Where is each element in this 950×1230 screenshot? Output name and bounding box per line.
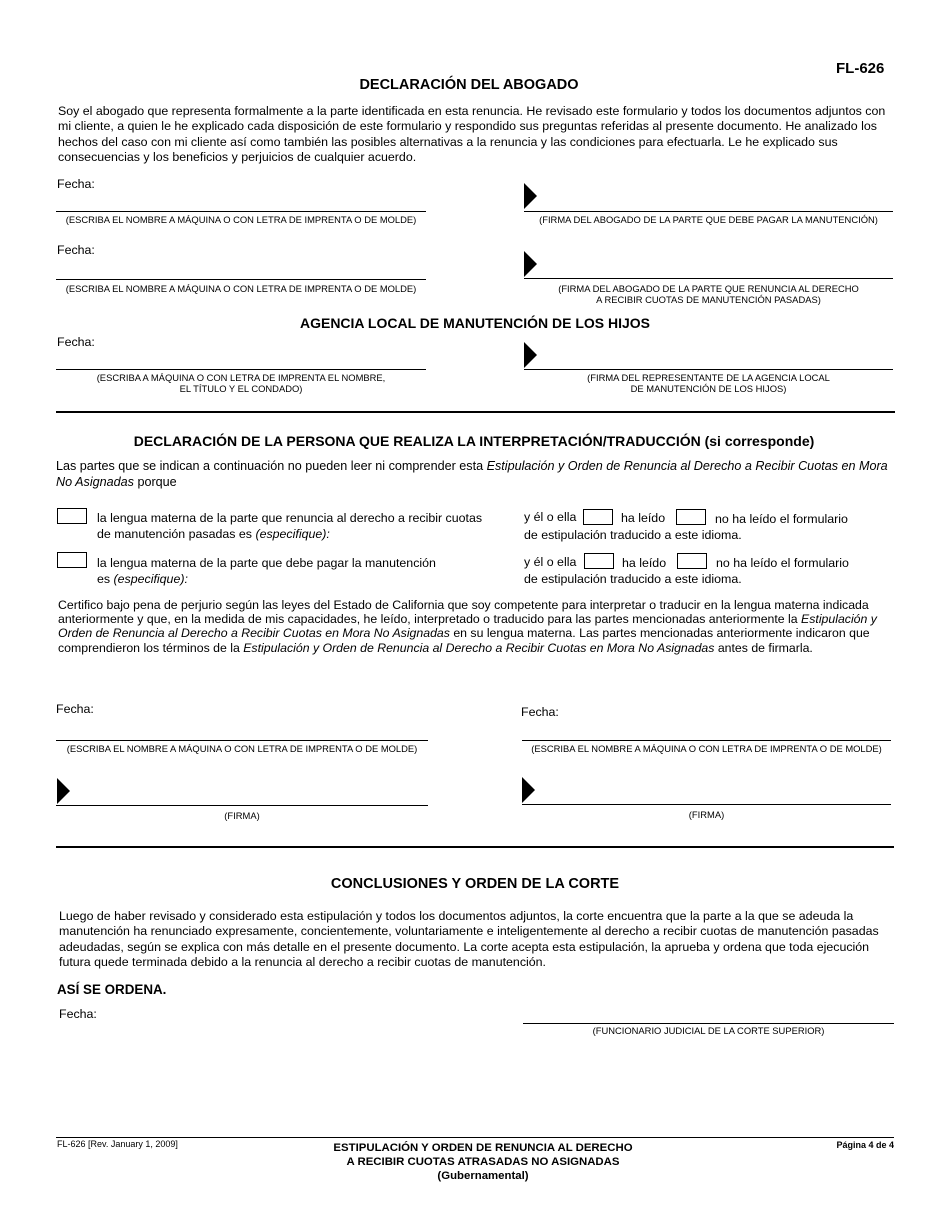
has-read-label: ha leído: [622, 556, 667, 570]
interpreter-name-line-right[interactable]: [522, 740, 891, 741]
form-id: FL-626: [836, 60, 885, 77]
attorney-signature-caption-1: (FIRMA DEL ABOGADO DE LA PARTE QUE DEBE PAGAR LA MANUTENCIÓN): [539, 214, 878, 225]
row-1-not-read-checkbox[interactable]: [676, 509, 706, 525]
not-read-label: no ha leído el formulario: [715, 512, 848, 526]
agency-section-title: AGENCIA LOCAL DE MANUTENCIÓN DE LOS HIJOS: [299, 315, 651, 331]
interpreter-name-caption-left: (ESCRIBA EL NOMBRE A MÁQUINA O CON LETRA DE IMPRENTA O DE MOLDE): [66, 743, 418, 754]
footer-title-line: (Gubernamental): [437, 1170, 529, 1182]
section-divider: [56, 411, 895, 413]
agency-name-caption: [56, 373, 426, 394]
cert-text: en su lengua materna. Las partes mencionadas anteriormente indicaron que comprendieron los términos de la: [58, 626, 870, 655]
and-he-she-label: y él o ella: [524, 510, 577, 524]
row-text: la lengua materna de la parte que renuncia al derecho a recibir cuotas: [97, 511, 483, 525]
interpreter-name-caption-right: (ESCRIBA EL NOMBRE A MÁQUINA O CON LETRA DE IMPRENTA O DE MOLDE): [531, 743, 882, 754]
language-row-1-checkbox[interactable]: [57, 508, 87, 524]
interpreter-name-line-left[interactable]: [56, 740, 428, 741]
signature-arrow-icon: [524, 183, 537, 209]
signature-arrow-icon: [57, 778, 70, 804]
attorney-section-title: DECLARACIÓN DEL ABOGADO: [359, 77, 579, 93]
agency-name-line[interactable]: [56, 369, 426, 370]
language-row-2-text: [97, 555, 436, 587]
intro-text: porque: [133, 475, 177, 489]
caption-line: DE MANUTENCIÓN DE LOS HIJOS): [630, 382, 787, 394]
has-read-label: ha leído: [621, 511, 666, 525]
caption-line: (FIRMA DEL REPRESENTANTE DE LA AGENCIA LOCAL: [587, 372, 830, 383]
attorney-name-line-2[interactable]: [56, 279, 426, 280]
attorney-signature-line-2[interactable]: [524, 278, 893, 279]
row-2-not-read-checkbox[interactable]: [677, 553, 707, 569]
row-2-has-read-checkbox[interactable]: [584, 553, 614, 569]
cert-text: antes de firmarla.: [714, 640, 813, 655]
interpreter-signature-line-left[interactable]: [56, 805, 428, 806]
and-he-she-label: y él o ella: [524, 555, 577, 569]
row-text: de manutención pasadas es: [97, 527, 256, 541]
interpreter-signature-caption-left: (FIRMA): [224, 810, 260, 821]
attorney-declaration-text: Soy el abogado que representa formalmente a la parte identificada en esta renuncia. He revisado este formulario y todos los documentos adjuntos con mi cliente, a quien le he explicado cada disposición de este formulario y respondido sus preguntas referidas al presente documento. He analizado los hechos del caso con mi cliente así como también las posibles alternativas a la renuncia y las condiciones para efectuarla. Le he explicado sus consecuencias y los beneficios y perjuicios de cualquier acuerdo.: [58, 104, 886, 165]
signature-arrow-icon: [522, 777, 535, 803]
translated-line: de estipulación traducido a este idioma.: [524, 528, 742, 542]
cert-form-title: Estipulación y Orden de Renuncia al Derecho a Recibir Cuotas en Mora No Asignadas: [243, 640, 715, 655]
attorney-name-caption-1: (ESCRIBA EL NOMBRE A MÁQUINA O CON LETRA DE IMPRENTA O DE MOLDE): [65, 214, 417, 225]
footer-title-line: A RECIBIR CUOTAS ATRASADAS NO ASIGNADAS: [346, 1156, 620, 1168]
signature-arrow-icon: [524, 342, 537, 368]
attorney-date-label-1: Fecha:: [57, 177, 95, 191]
interpreter-signature-caption-right: (FIRMA): [688, 809, 725, 820]
specify-label: (especifique):: [255, 527, 330, 541]
not-read-label: no ha leído el formulario: [716, 556, 849, 570]
language-row-2-checkbox[interactable]: [57, 552, 87, 568]
cert-form-title: Estipulación y Orden de Renuncia al Derecho a Recibir Cuotas en Mora No Asignadas: [58, 612, 877, 641]
caption-line: A RECIBIR CUOTAS DE MANUTENCIÓN PASADAS): [596, 293, 821, 305]
interpreter-intro: [56, 458, 894, 490]
judicial-officer-line[interactable]: [523, 1023, 894, 1024]
row-text: la lengua materna de la parte que debe pagar la manutención: [97, 556, 436, 570]
translated-line: de estipulación traducido a este idioma.: [524, 572, 742, 586]
caption-line: (ESCRIBA A MÁQUINA O CON LETRA DE IMPRENTA EL NOMBRE,: [96, 372, 386, 383]
interpreter-section-title: DECLARACIÓN DE LA PERSONA QUE REALIZA LA INTERPRETACIÓN/TRADUCCIÓN (si corresponde): [133, 433, 815, 449]
cert-text: Certifico bajo pena de perjurio según las leyes del Estado de California que soy competente para interpretar o traducir en la lengua materna indicada anteriormente y que, en la medida de mis capacidades, he leído, interpretado o traducido para las partes mencionadas anteriormente la: [58, 598, 869, 627]
row-text: es: [97, 572, 114, 586]
caption-line: (FIRMA DEL ABOGADO DE LA PARTE QUE RENUNCIA AL DERECHO: [558, 283, 859, 294]
footer-title-line: ESTIPULACIÓN Y ORDEN DE RENUNCIA AL DERECHO: [333, 1142, 633, 1154]
row-1-has-read-checkbox[interactable]: [583, 509, 613, 525]
interpreter-signature-line-right[interactable]: [522, 804, 891, 805]
agency-date-label: Fecha:: [57, 335, 95, 349]
footer-revision: FL-626 [Rev. January 1, 2009]: [57, 1139, 178, 1149]
footer-divider: [56, 1137, 894, 1138]
attorney-name-line-1[interactable]: [56, 211, 426, 212]
court-date-label: Fecha:: [59, 1007, 97, 1021]
interpreter-date-right-label: Fecha:: [521, 705, 559, 719]
so-ordered: ASÍ SE ORDENA.: [57, 982, 167, 997]
signature-arrow-icon: [524, 251, 537, 277]
caption-line: EL TÍTULO Y EL CONDADO): [179, 382, 303, 394]
language-row-1-text: [97, 510, 482, 542]
page-number: Página 4 de 4: [836, 1140, 894, 1150]
specify-label: (especifique):: [113, 572, 188, 586]
judicial-officer-caption: (FUNCIONARIO JUDICIAL DE LA CORTE SUPERIOR): [592, 1025, 825, 1036]
court-findings-text: Luego de haber revisado y considerado esta estipulación y todos los documentos adjuntos, la corte encuentra que la parte a la que se adeuda la manutención ha renunciado expresamente, concientemente, voluntariamente e inteligentemente al derecho a recibir cuotas de manutención pasadas adeudadas, según se explica con más detalle en el presente documento. La corte acepta esta estipulación, la aprueba y ordena que toda ejecución futura quede terminada debido a la renuncia al derecho a recibir cuotas de manutención.: [59, 909, 879, 970]
intro-text: Las partes que se indican a continuación no pueden leer ni comprender esta: [56, 459, 487, 473]
attorney-name-caption-2: (ESCRIBA EL NOMBRE A MÁQUINA O CON LETRA DE IMPRENTA O DE MOLDE): [65, 283, 417, 294]
footer-title: [283, 1141, 683, 1183]
attorney-signature-line-1[interactable]: [524, 211, 893, 212]
interpreter-date-left-label: Fecha:: [56, 702, 94, 716]
attorney-date-label-2: Fecha:: [57, 243, 95, 257]
interpreter-certification: [58, 598, 898, 655]
court-section-title: CONCLUSIONES Y ORDEN DE LA CORTE: [330, 876, 620, 892]
agency-signature-line[interactable]: [524, 369, 893, 370]
intro-form-title: Estipulación y Orden de Renuncia al Derecho a Recibir Cuotas en Mora No Asignadas: [56, 459, 888, 489]
agency-signature-caption: [524, 373, 893, 394]
section-divider: [56, 846, 894, 848]
attorney-signature-caption-2: [524, 284, 893, 305]
